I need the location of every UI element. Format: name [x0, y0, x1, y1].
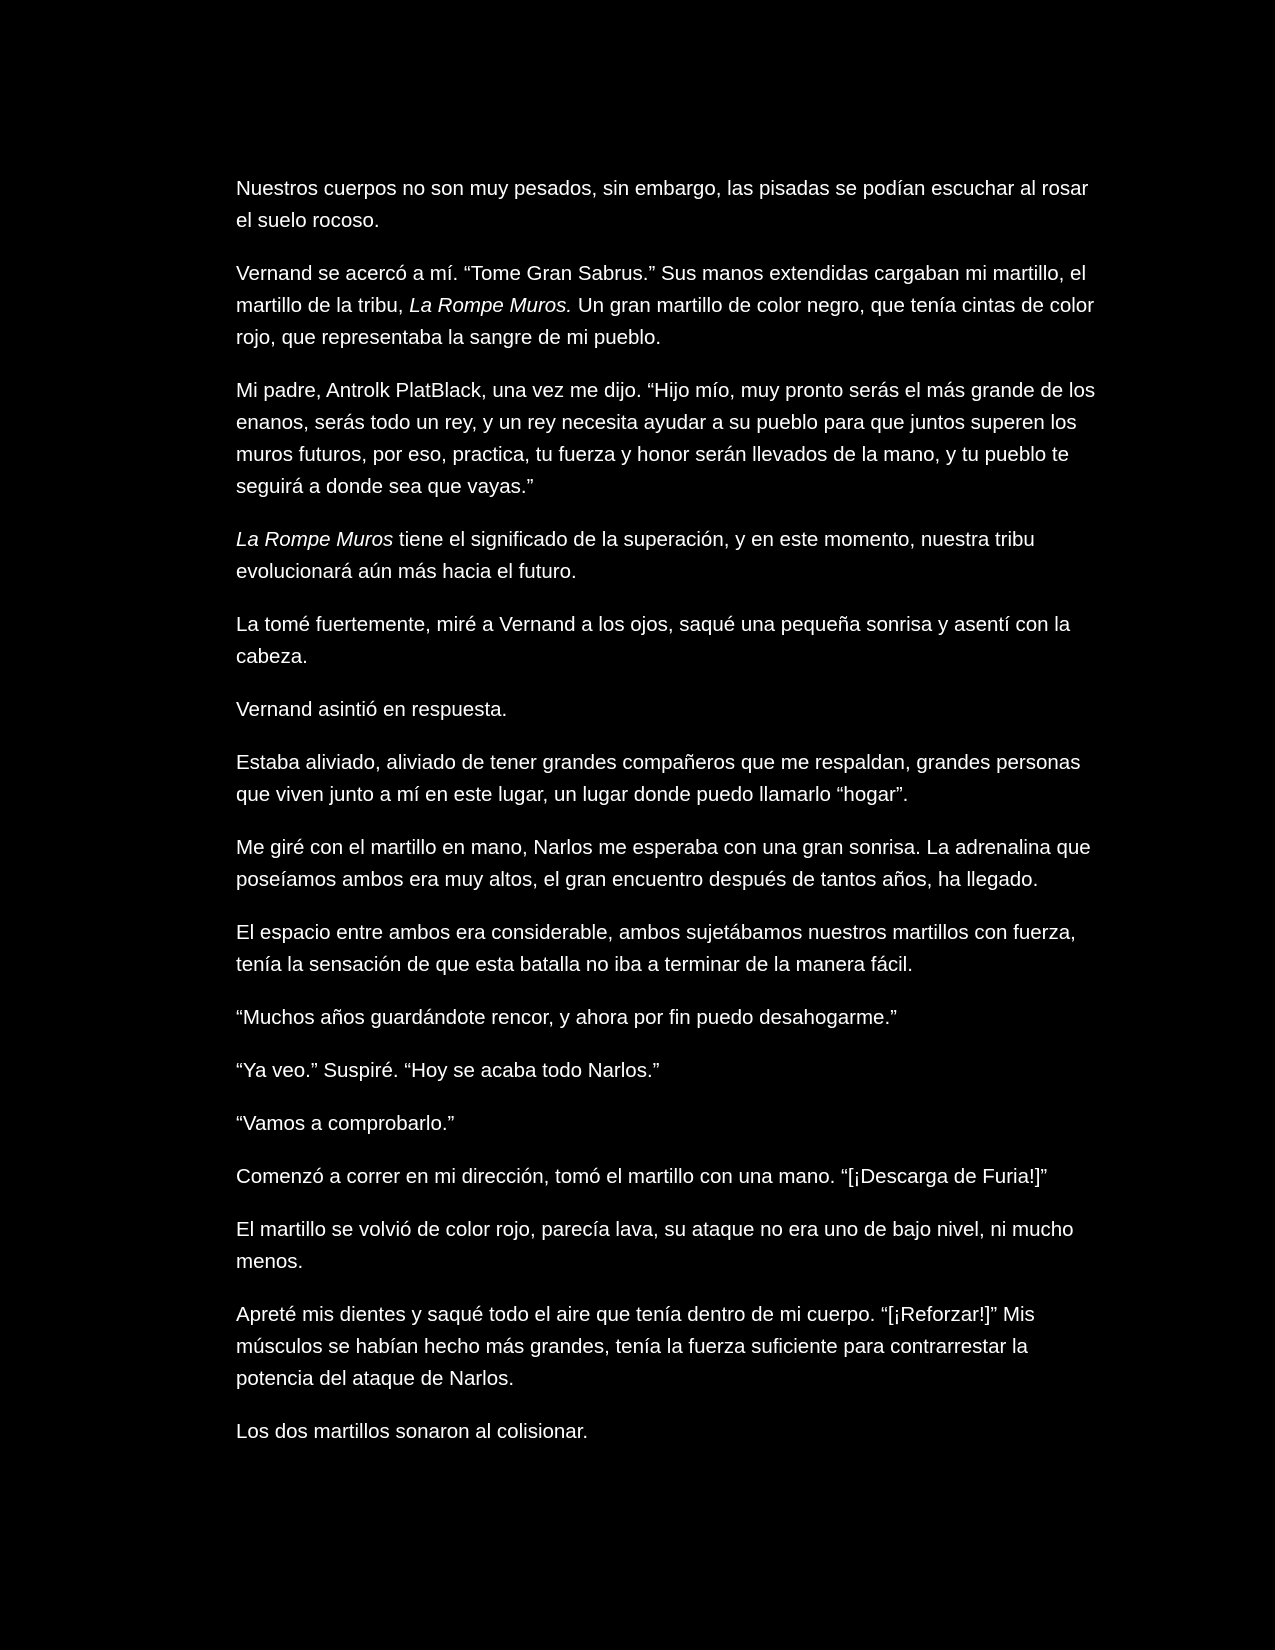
- document-body: [236, 173, 1106, 1469]
- paragraph: [236, 375, 1106, 503]
- paragraph-text: La tomé fuertemente, miré a Vernand a los ojos, saqué una pequeña sonrisa y asentí con la cabeza.: [236, 613, 1071, 668]
- paragraph: [236, 258, 1106, 354]
- paragraph: [236, 747, 1106, 811]
- paragraph-text: “Muchos años guardándote rencor, y ahora por fin puedo desahogarme.”: [236, 1006, 897, 1029]
- paragraph-text: “Vamos a comprobarlo.”: [236, 1112, 455, 1135]
- paragraph: [236, 1161, 1106, 1193]
- paragraph-text: Vernand se acercó a mí. “Tome Gran Sabrus.” Sus manos extendidas cargaban mi martillo, el martillo de la tribu,: [236, 262, 1087, 317]
- paragraph-text: El martillo se volvió de color rojo, parecía lava, su ataque no era uno de bajo nivel, ni mucho menos.: [236, 1218, 1074, 1273]
- paragraph: [236, 173, 1106, 237]
- paragraph: [236, 609, 1106, 673]
- paragraph-text: Me giré con el martillo en mano, Narlos me esperaba con una gran sonrisa. La adrenalina que poseíamos ambos era muy altos, el gran encuentro después de tantos años, ha llegado.: [236, 836, 1091, 891]
- paragraph: [236, 524, 1106, 588]
- paragraph: [236, 832, 1106, 896]
- paragraph-italic-text: La Rompe Muros.: [409, 294, 573, 317]
- paragraph-text: Nuestros cuerpos no son muy pesados, sin embargo, las pisadas se podían escuchar al rosar el suelo rocoso.: [236, 177, 1089, 232]
- paragraph-text: Mi padre, Antrolk PlatBlack, una vez me dijo. “Hijo mío, muy pronto serás el más grande de los enanos, serás todo un rey, y un rey necesita ayudar a su pueblo para que juntos superen los muros futuros, por eso, practica, tu fuerza y honor serán llevados de la mano, y tu pueblo te seguirá a donde sea que vayas.”: [236, 379, 1096, 498]
- paragraph-text: tiene el significado de la superación, y en este momento, nuestra tribu evolucionará aún más hacia el futuro.: [236, 528, 1035, 583]
- paragraph: [236, 917, 1106, 981]
- paragraph: [236, 1299, 1106, 1395]
- paragraph: [236, 1055, 1106, 1087]
- paragraph: [236, 694, 1106, 726]
- paragraph-text: Estaba aliviado, aliviado de tener grandes compañeros que me respaldan, grandes personas que viven junto a mí en este lugar, un lugar donde puedo llamarlo “hogar”.: [236, 751, 1081, 806]
- paragraph: [236, 1214, 1106, 1278]
- paragraph-text: Vernand asintió en respuesta.: [236, 698, 508, 721]
- paragraph-text: Los dos martillos sonaron al colisionar.: [236, 1420, 589, 1443]
- paragraph-text: Un gran martillo de color negro, que tenía cintas de color rojo, que representaba la sangre de mi pueblo.: [236, 294, 1095, 349]
- paragraph-italic-text: La Rompe Muros: [236, 528, 394, 551]
- paragraph-text: El espacio entre ambos era considerable, ambos sujetábamos nuestros martillos con fuerza, tenía la sensación de que esta batalla no iba a terminar de la manera fácil.: [236, 921, 1076, 976]
- paragraph: [236, 1416, 1106, 1448]
- paragraph: [236, 1108, 1106, 1140]
- paragraph-text: “Ya veo.” Suspiré. “Hoy se acaba todo Narlos.”: [236, 1059, 660, 1082]
- paragraph-text: Apreté mis dientes y saqué todo el aire que tenía dentro de mi cuerpo. “[¡Reforzar!]” Mis músculos se habían hecho más grandes, tenía la fuerza suficiente para contrarrestar la potencia del ataque de Narlos.: [236, 1303, 1035, 1390]
- paragraph-text: Comenzó a correr en mi dirección, tomó el martillo con una mano. “[¡Descarga de Furia!]”: [236, 1165, 1048, 1188]
- paragraph: [236, 1002, 1106, 1034]
